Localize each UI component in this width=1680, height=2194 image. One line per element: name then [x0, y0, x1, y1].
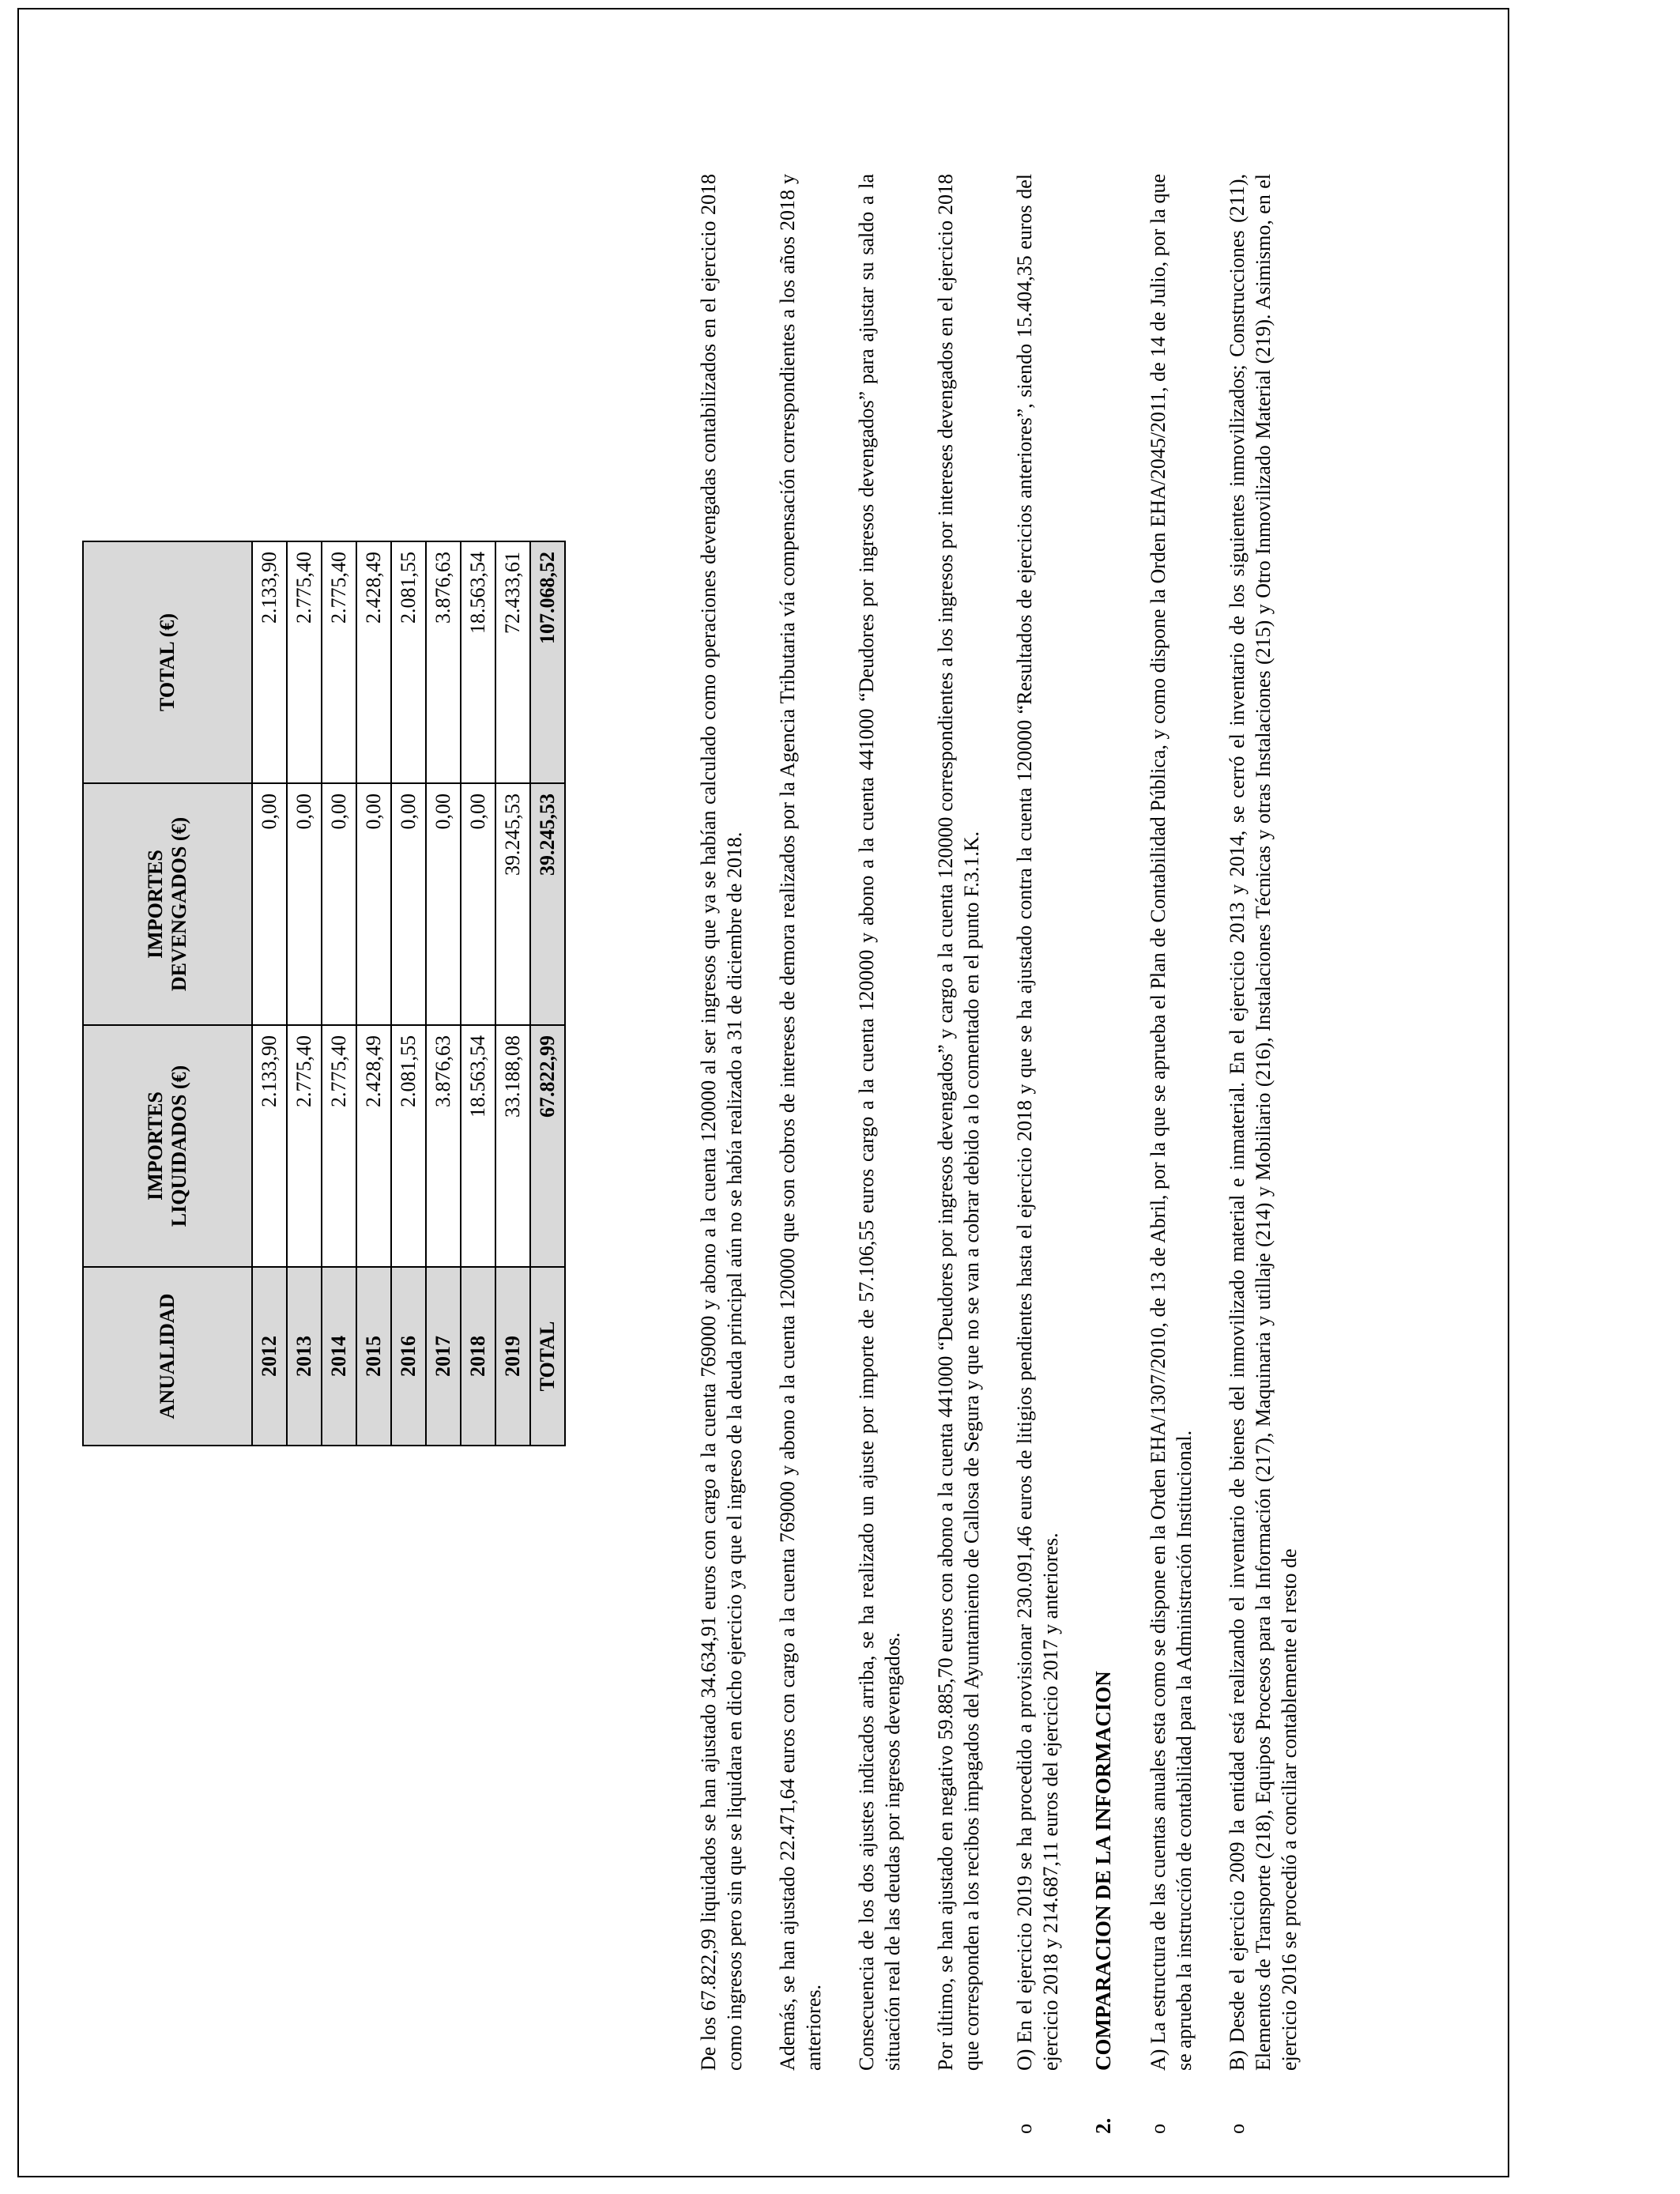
section-number: 2. [1091, 2117, 1115, 2134]
table-row [426, 541, 461, 1446]
table-body [252, 541, 565, 1446]
year-cell: 2013 [287, 1267, 322, 1446]
year-cell: 2016 [391, 1267, 426, 1446]
table-row [461, 541, 495, 1446]
amount-cell: 0,00 [322, 783, 356, 1025]
bullet [695, 2071, 748, 2134]
amount-cell: 2.081,55 [391, 1025, 426, 1267]
amount-cell: 2.428,49 [356, 1025, 391, 1267]
table-row [287, 541, 322, 1446]
total-label: TOTAL [530, 1267, 565, 1446]
amount-cell: 0,00 [287, 783, 322, 1025]
year-cell: 2014 [322, 1267, 356, 1446]
header-anualidad: ANUALIDAD [83, 1267, 252, 1446]
section-title: COMPARACION DE LA INFORMACION [1091, 1671, 1115, 2071]
amounts-table [82, 541, 566, 1446]
table-row [356, 541, 391, 1446]
amount-cell: 18.563,54 [461, 541, 495, 783]
amount-cell: 72.433,61 [495, 541, 530, 783]
amount-cell: 0,00 [252, 783, 287, 1025]
amount-cell: 0,00 [461, 783, 495, 1025]
header-importes-liquidados: IMPORTES LIQUIDADOS (€) [83, 1025, 252, 1267]
bullet-o: o [1013, 2124, 1036, 2134]
table-row [495, 541, 530, 1446]
year-cell: 2015 [356, 1267, 391, 1446]
table-row [391, 541, 426, 1446]
year-cell: 2012 [252, 1267, 287, 1446]
total-amount: 39.245,53 [530, 783, 565, 1025]
amount-cell: 0,00 [356, 783, 391, 1025]
year-cell: 2017 [426, 1267, 461, 1446]
amount-cell: 3.876,63 [426, 541, 461, 783]
amount-cell: 0,00 [391, 783, 426, 1025]
document-body [695, 174, 1329, 2134]
amount-cell: 2.133,90 [252, 1025, 287, 1267]
paragraph-a: o A) La estructura de las cuentas anuales esta como se dispone en la Orden EHA/1307/2010, de 13 de Abril, por la que se aprueba el Plan de Contabilidad Pública, y como dispone la Orden EHA/2045/2011, de 14 de Julio, por la que se aprueba la instrucción de contabilidad para la Administración Institucional. [1147, 174, 1196, 2134]
table-header-row [83, 541, 252, 1446]
year-cell: 2019 [495, 1267, 530, 1446]
year-cell: 2018 [461, 1267, 495, 1446]
table-row [322, 541, 356, 1446]
paragraph-1: De los 67.822,99 liquidados se han ajustado 34.634,91 euros con cargo a la cuenta 769000 y abono a la cuenta 120000 al ser ingresos que ya se habían calculado como operaciones devengadas contabilizados en el ejercicio 2018 como ingresos pero sin que se liquidara en dicho ejercicio ya que el ingreso de la deuda principal aún no se había realizado a 31 de diciembre de 2018. [695, 174, 748, 2134]
total-amount: 67.822,99 [530, 1025, 565, 1267]
amount-cell: 33.188,08 [495, 1025, 530, 1267]
section-2-heading [1090, 174, 1117, 2134]
amount-cell: 18.563,54 [461, 1025, 495, 1267]
amount-cell: 3.876,63 [426, 1025, 461, 1267]
table-row [252, 541, 287, 1446]
amount-cell: 2.428,49 [356, 541, 391, 783]
paragraph-3: Consecuencia de los dos ajustes indicados arriba, se ha realizado un ajuste por importe de 57.106,55 euros cargo a la cuenta 120000 y abono a la cuenta 441000 “Deudores por ingresos devengados” para ajustar su saldo a la situación real de las deudas por ingresos devengados. [855, 174, 904, 2071]
amount-cell: 2.775,40 [287, 541, 322, 783]
rotated-page-content [63, 95, 1486, 2134]
header-importes-devengados: IMPORTES DEVENGADOS (€) [83, 783, 252, 1025]
paragraph-4: Por último, se han ajustado en negativo 59.885,70 euros con abono a la cuenta 441000 “Deudores por ingresos devengados” y cargo a la cuenta 120000 correspondientes a los ingresos por intereses devengados en el ejercicio 2018 que corresponden a los recibos impagados del Ayuntamiento de Callosa de Segura y que no se van a cobrar debido a lo comentado en el punto F.3.1.K. [934, 174, 983, 2071]
amount-cell: 2.081,55 [391, 541, 426, 783]
paragraph-2: Además, se han ajustado 22.471,64 euros con cargo a la cuenta 769000 y abono a la cuenta 120000 que son cobros de intereses de demora realizados por la Agencia Tributaria vía compensación correspondientes a los años 2018 y anteriores. [776, 174, 825, 2071]
amount-cell: 2.133,90 [252, 541, 287, 783]
paragraph-o: o O) En el ejercicio 2019 se ha procedido a provisionar 230.091,46 euros de litigios pendientes hasta el ejercicio 2018 y que se ha ajustado contra la cuenta 120000 “Resultados de ejercicios anteriores”, siendo 15.404,35 euros del ejercicio 2018 y 214.687,11 euros del ejercicio 2017 y anteriores. [1013, 174, 1062, 2134]
amount-cell: 0,00 [426, 783, 461, 1025]
total-amount: 107.068,52 [530, 541, 565, 783]
table-total-row [530, 541, 565, 1446]
paragraph-b: o B) Desde el ejercicio 2009 la entidad está realizando el inventario de bienes del inmovilizado material e inmaterial. En el ejercicio 2013 y 2014, se cerró el inventario de los siguientes inmovilizados; Construcciones (211), Elementos de Transporte (218), Equipos Procesos para la Información (217), Maquinaria y utillaje (214) y Mobiliario (216), Instalaciones Técnicas y otras Instalaciones (215) y Otro Inmovilizado Material (219). Asimismo, en el ejercicio 2016 se procedió a conciliar contablemente el resto de [1226, 174, 1301, 2134]
amount-cell: 2.775,40 [322, 1025, 356, 1267]
amount-cell: 2.775,40 [287, 1025, 322, 1267]
amount-cell: 39.245,53 [495, 783, 530, 1025]
header-total: TOTAL (€) [83, 541, 252, 783]
amount-cell: 2.775,40 [322, 541, 356, 783]
